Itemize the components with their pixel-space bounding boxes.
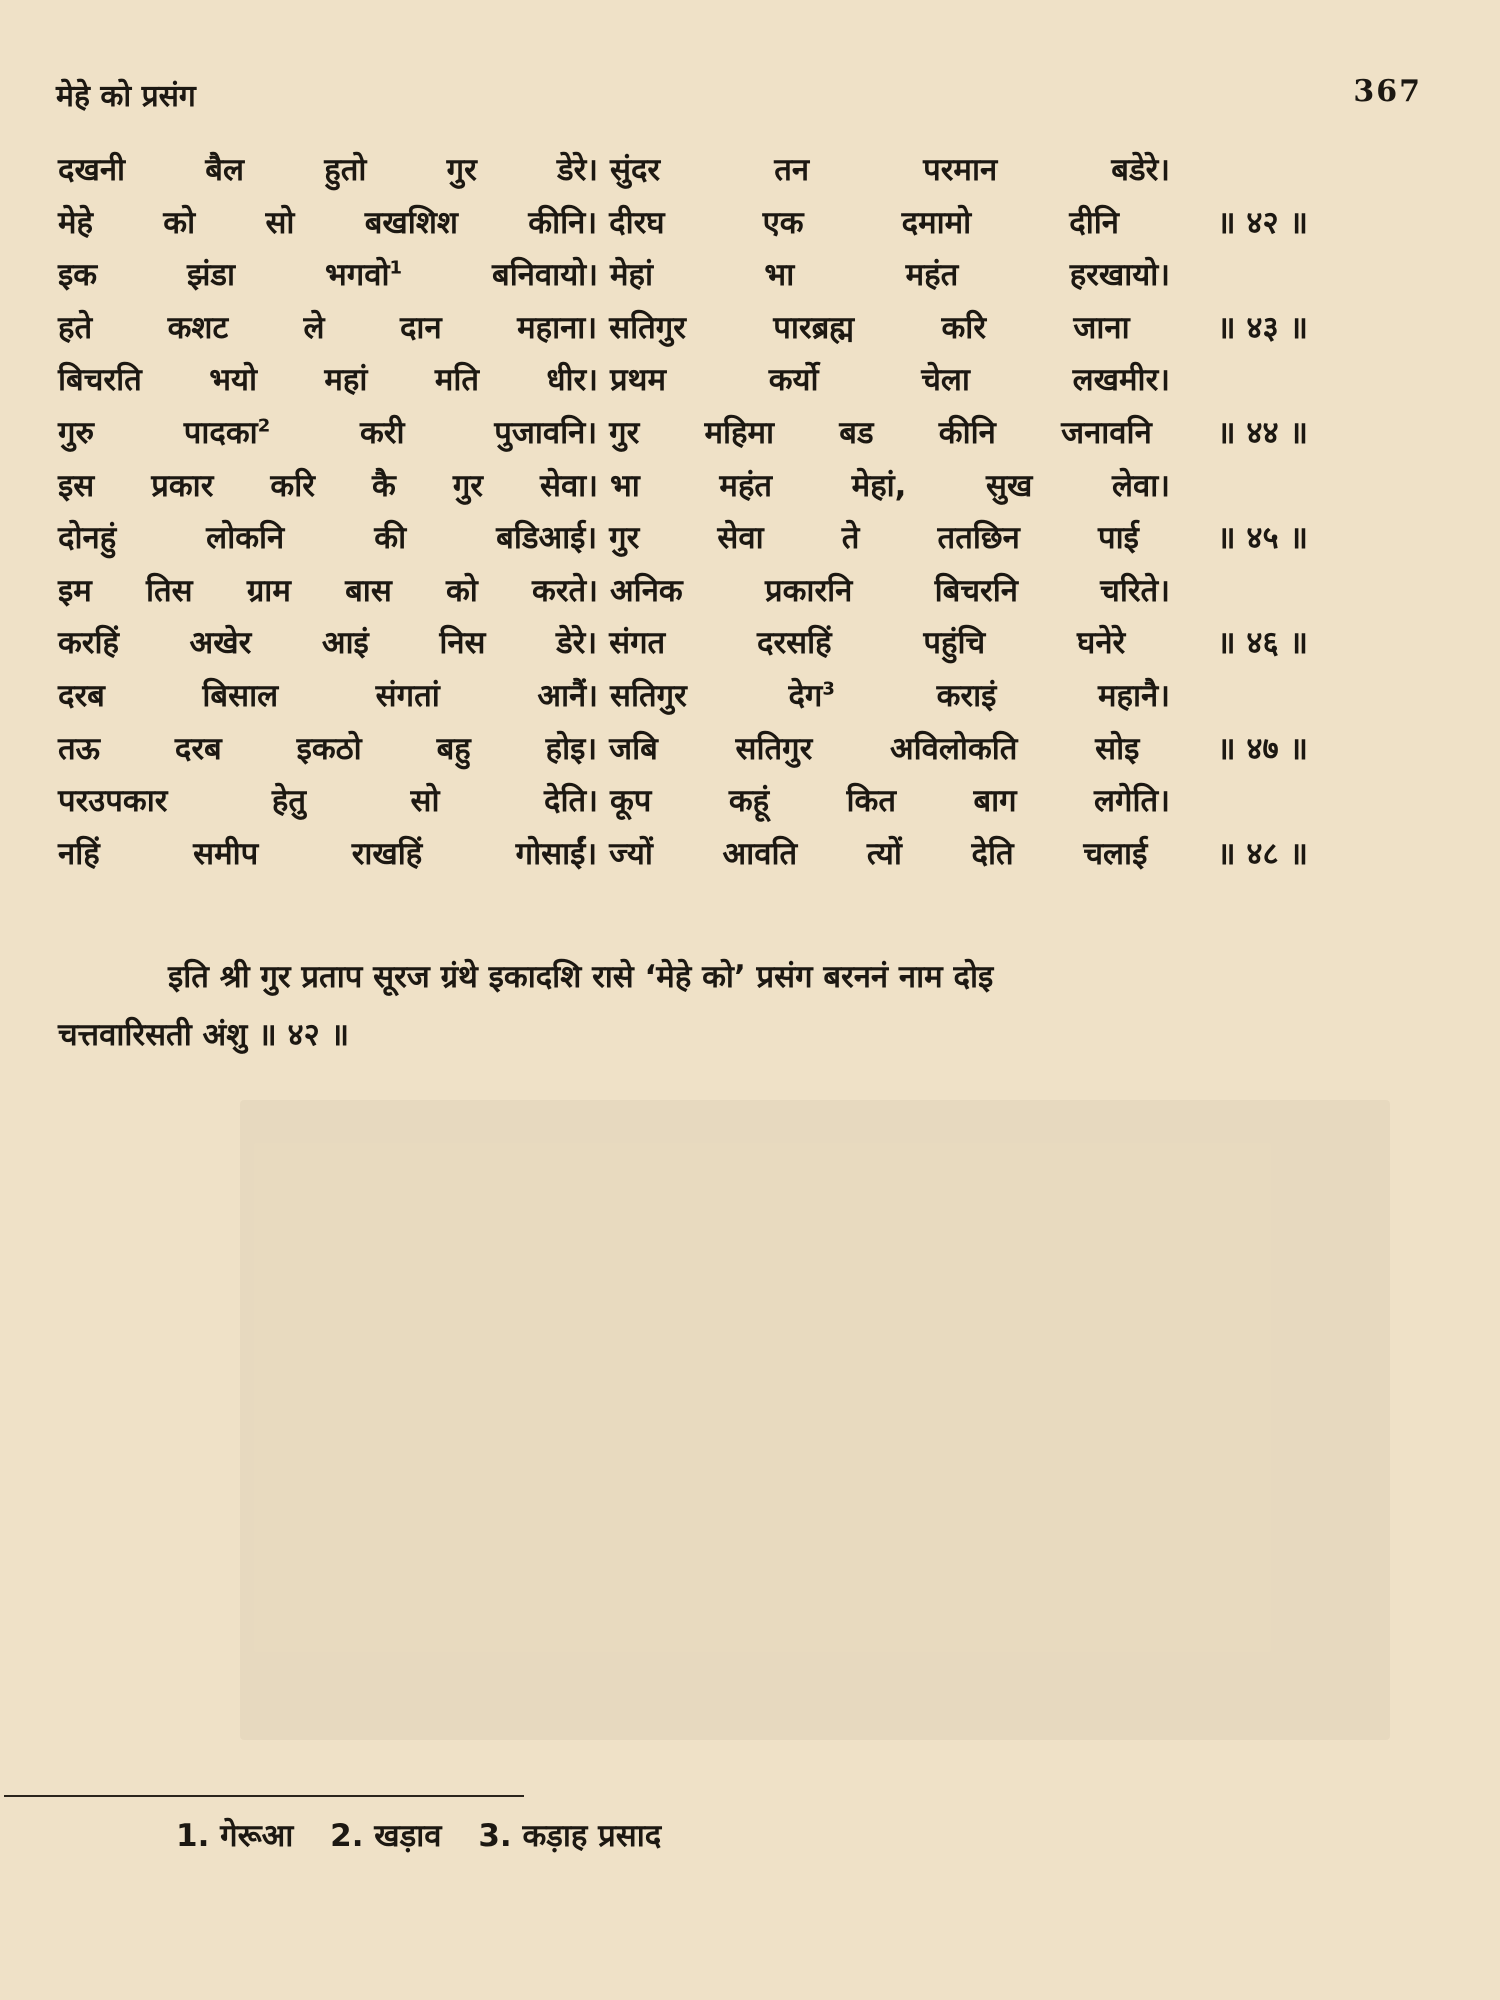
verse-word: डेरे। [556,152,598,188]
verse-word: कशट [167,309,229,346]
verse-word: लगेति। [1094,783,1170,820]
verse-word: देति [971,835,1014,872]
verse-line [58,201,1308,254]
verse-word: हुतो [324,152,367,188]
verse-word: निस [439,625,486,662]
verse-first-half [58,411,597,453]
verse-word: महाना। [517,309,598,346]
verse-line [58,148,1308,201]
verse-word: चलाई [1083,835,1148,872]
verse-word: परमान [923,152,998,188]
verse-line [58,674,1308,727]
verse-line [58,621,1308,674]
verse-first-half [58,201,597,243]
verse-word: हते [58,309,93,346]
verse-word: सतिगुर [610,677,687,714]
verse-first-half [58,674,598,716]
verse-word: गुर [446,152,477,188]
verse-word: महानै। [1098,677,1170,714]
verse-word: गुर [452,467,483,504]
verse-word: सो [265,204,295,241]
verse-second-half [609,516,1308,558]
verse-second-half [609,832,1308,874]
verse-word: कर्यो [768,362,819,399]
verse-word: आवति [722,835,798,872]
verse-word: लोकनि [206,520,285,557]
verse-second-half [610,674,1170,716]
verse-word: कराइं [936,677,997,714]
verse-word: राखहिं [351,835,423,872]
verse-word: करि [941,309,987,346]
verse-word: कै [371,467,396,504]
verse-word: ॥ ४३ ॥ [1217,309,1308,346]
verse-word: दरब [58,677,105,714]
verse-word: समीप [193,835,259,872]
verse-first-half [58,253,598,295]
verse-word: लेवा। [1111,467,1170,504]
verse-word: गुरु [58,414,94,451]
verse-word: गुर [609,414,640,451]
verse-word: संगत [609,625,666,662]
verse-word: बडेरे। [1111,152,1170,188]
verse-word: देति। [544,783,598,820]
verse-second-half [609,727,1308,769]
verse-word: सुंदर [610,152,661,188]
verse-word: ग्राम [246,572,291,609]
verse-word: दीनि [1069,204,1119,241]
verse-word: त्यों [866,835,902,872]
verse-first-half [58,464,598,506]
verse-block [58,148,1308,884]
verse-word: को [163,204,196,241]
verse-word: दोनहुं [58,520,117,557]
verse-word: जाना [1073,309,1130,346]
verse-word: इस [58,467,95,504]
verse-word: बहु [436,730,471,767]
verse-word: हरखायो। [1069,257,1170,294]
verse-word: पाई [1097,520,1139,557]
verse-line [58,411,1308,464]
verse-line [58,253,1308,306]
verse-word: इक [58,257,98,294]
verse-line [58,464,1308,517]
verse-word: जनावनि [1061,414,1152,451]
verse-first-half [58,516,597,558]
verse-word: सेवा। [539,467,598,504]
verse-line [58,516,1308,569]
verse-second-half [609,201,1308,243]
verse-word: सतिगुर [735,730,813,767]
verse-word: बडिआई। [496,520,598,557]
verse-word: जबि [609,730,658,767]
verse-word: नहिं [58,835,100,872]
colophon-line-2: चत्तवारिसती अंशु ॥ ४२ ॥ [58,1017,350,1053]
verse-word: एक [762,204,804,241]
verse-word: सुख [986,467,1033,504]
verse-line [58,569,1308,622]
verse-word: दरब [174,730,222,767]
verse-word: ज्यों [609,835,653,872]
verse-line [58,727,1308,780]
verse-word: गुर [609,520,640,557]
verse-word: भयो [209,362,257,399]
verse-word: तऊ [58,730,101,767]
footnote-3: 3. कड़ाह प्रसाद [478,1818,662,1854]
verse-word: दखनी [58,152,126,188]
verse-word: पारब्रह्म [773,309,855,346]
colophon [58,948,1458,1064]
verse-word: को [445,572,478,609]
verse-word: तिस [145,572,193,609]
verse-word: कित [846,783,897,820]
verse-word: मति [434,362,480,399]
verse-word: बखशिश [364,204,458,241]
verse-word: दान [399,309,442,346]
verse-second-half [610,779,1170,821]
verse-line [58,779,1308,832]
verse-first-half [58,779,598,821]
verse-word: महिमा [704,414,775,451]
verse-word: सो [410,783,440,820]
verse-second-half [610,358,1170,400]
verse-word: इकठो [296,730,362,767]
show-through-text [240,1100,1390,1740]
verse-word: पुजावनि। [494,414,598,451]
verse-word: सतिगुर [609,309,686,346]
verse-word: ते [841,520,860,557]
verse-first-half [58,569,598,611]
verse-word: प्रकारनि [764,572,853,609]
verse-word: करते। [532,572,598,609]
verse-word: मेहां, [851,467,907,504]
footnotes [176,1814,687,1856]
verse-second-half [610,148,1170,190]
verse-word: ॥ ४२ ॥ [1216,204,1308,241]
verse-word: सोइ [1095,730,1140,767]
verse-word: भा [610,467,640,504]
verse-word: परउपकार [58,783,168,820]
verse-word: करहिं [58,625,119,662]
verse-word: आइं [321,625,369,662]
verse-first-half [58,358,598,400]
verse-word: ॥ ४६ ॥ [1217,625,1308,662]
verse-second-half [610,253,1170,295]
verse-word: चेला [921,362,970,399]
running-title: मेहे को प्रसंग [56,79,196,114]
verse-second-half [610,569,1170,611]
verse-word: हेतु [271,783,307,820]
verse-word: कीनि। [528,204,598,241]
footnote-1: 1. गेरूआ [176,1818,294,1854]
verse-line [58,832,1308,885]
verse-word: मेहां [610,257,654,294]
verse-word: प्रकार [151,467,214,504]
verse-word: ॥ ४८ ॥ [1216,835,1308,872]
verse-word: भा [764,257,795,294]
verse-word: प्रथम [610,362,666,399]
verse-word: डेरे। [556,625,598,662]
verse-first-half [58,832,597,874]
verse-line [58,306,1308,359]
verse-word: बिचरति [58,362,142,399]
page-number: 367 [1353,74,1422,109]
verse-word: की [374,520,407,557]
verse-word: ले [303,309,325,346]
verse-word: बनिवायो। [492,257,598,294]
footnote-marker: 1 [389,257,403,279]
verse-word: बैल [205,152,245,188]
verse-first-half [58,306,597,348]
verse-word: अनिक [610,572,683,609]
footnote-marker: 3 [822,678,835,700]
verse-word: झंडा [186,257,236,294]
verse-word: कीनि [938,414,996,451]
verse-word: कूप [610,783,652,820]
footnote-2: 2. खड़ाव [330,1818,442,1854]
verse-word: भगवो$^1$ [325,257,403,294]
verse-second-half [610,464,1170,506]
verse-word: ॥ ४४ ॥ [1216,414,1308,451]
footnote-rule [4,1795,524,1797]
colophon-line-1: इति श्री गुर प्रताप सूरज ग्रंथे इकादशि रासे ‘मेहे को’ प्रसंग बरननं नाम दोइ [168,959,994,995]
verse-word: चरिते। [1100,572,1170,609]
verse-word: देग$^3$ [788,677,835,714]
footnote-marker: 2 [257,415,271,437]
verse-second-half [609,306,1308,348]
verse-word: बाग [973,783,1017,820]
verse-word: ॥ ४७ ॥ [1217,730,1308,767]
verse-word: घनेरे [1077,625,1126,662]
verse-word: दरसहिं [757,625,832,662]
verse-word: बिचरनि [934,572,1018,609]
verse-word: होइ। [545,730,598,767]
verse-word: संगतां [375,677,440,714]
verse-first-half [58,727,597,769]
verse-word: सेवा [717,520,764,557]
verse-word: पहुंचि [923,625,986,662]
verse-word: बड [839,414,874,451]
verse-word: महंत [905,257,959,294]
verse-word: अविलोकति [889,730,1018,767]
verse-word: इम [58,572,92,609]
verse-second-half [609,621,1308,663]
verse-first-half [58,621,597,663]
verse-line [58,358,1308,411]
verse-word: महंत [719,467,773,504]
verse-word: तन [774,152,810,188]
verse-word: करी [359,414,405,451]
verse-word: ततछिन [937,520,1020,557]
verse-word: पादका$^2$ [183,414,271,451]
verse-word: बास [345,572,392,609]
verse-word: धीर। [546,362,598,399]
verse-word: कहूं [728,783,770,820]
verse-word: अखेर [189,625,252,662]
verse-word: ॥ ४५ ॥ [1216,520,1308,557]
verse-second-half [609,411,1308,453]
verse-word: मेहे [58,204,93,241]
verse-word: गोसाईं। [515,835,598,872]
verse-word: बिसाल [202,677,279,714]
verse-first-half [58,148,598,190]
verse-word: आनैं। [537,677,598,714]
verse-word: महां [324,362,368,399]
verse-word: करि [270,467,315,504]
verse-word: दमामो [901,204,972,241]
verse-word: लखमीर। [1072,362,1170,399]
verse-word: दीरघ [609,204,665,241]
